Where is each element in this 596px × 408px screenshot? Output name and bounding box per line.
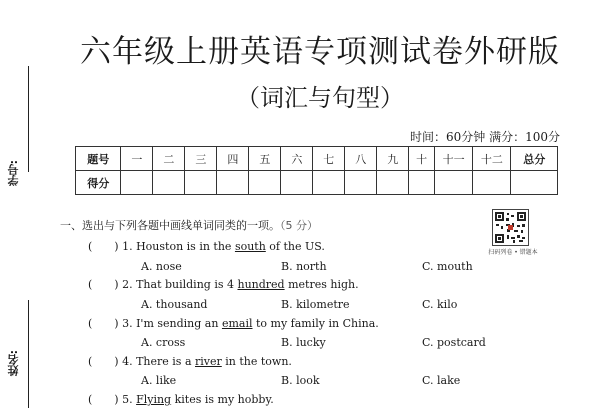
question-text: 3. I'm sending an	[122, 317, 222, 330]
score-col-11: 十一	[435, 147, 473, 171]
option-c: C. lake	[422, 374, 461, 387]
question-text-end: of the US.	[265, 240, 325, 253]
question-5	[88, 393, 274, 406]
underlined-word: hundred	[237, 278, 285, 291]
answer-paren-left: (	[88, 355, 93, 368]
question-text: 1. Houston is in the	[122, 240, 235, 253]
score-col-12: 十二	[473, 147, 511, 171]
question-4	[88, 355, 292, 368]
option-b: B. lucky	[281, 336, 326, 349]
score-cell[interactable]	[121, 171, 153, 195]
qr-code-icon[interactable]	[492, 209, 529, 246]
score-col-7: 七	[313, 147, 345, 171]
question-text: 5.	[122, 393, 137, 406]
answer-paren-left: (	[88, 240, 93, 253]
option-b: B. kilometre	[281, 298, 350, 311]
answer-paren-right: )	[114, 393, 119, 406]
score-col-8: 八	[345, 147, 377, 171]
score-table-header-row	[76, 147, 558, 171]
question-text: 4. There is a	[122, 355, 195, 368]
score-col-4: 四	[217, 147, 249, 171]
score-col-5: 五	[249, 147, 281, 171]
option-c: C. postcard	[422, 336, 486, 349]
score-cell[interactable]	[435, 171, 473, 195]
score-cell[interactable]	[281, 171, 313, 195]
score-cell[interactable]	[153, 171, 185, 195]
score-table-score-row	[76, 171, 558, 195]
score-row-label: 得分	[76, 171, 121, 195]
option-b: B. look	[281, 374, 320, 387]
answer-paren-right: )	[114, 240, 119, 253]
score-cell[interactable]	[313, 171, 345, 195]
answer-paren-left: (	[88, 278, 93, 291]
question-text: 2. That building is 4	[122, 278, 238, 291]
name-label: 姓名:	[7, 350, 20, 377]
score-total-cell[interactable]	[511, 171, 558, 195]
option-a: A. nose	[141, 260, 182, 273]
score-cell[interactable]	[377, 171, 409, 195]
question-text-end: to my family in China.	[252, 317, 379, 330]
section-heading	[60, 217, 318, 233]
score-cell[interactable]	[409, 171, 435, 195]
question-text-end: in the town.	[221, 355, 292, 368]
option-a: A. like	[141, 374, 177, 387]
score-header-label: 题号	[76, 147, 121, 171]
option-c: C. kilo	[422, 298, 458, 311]
section-points: （5 分）	[280, 219, 318, 232]
score-cell[interactable]	[345, 171, 377, 195]
underlined-word: river	[195, 355, 222, 368]
score-cell[interactable]	[185, 171, 217, 195]
score-col-6: 六	[281, 147, 313, 171]
student-number-line	[28, 66, 29, 172]
question-text-end: metres high.	[284, 278, 359, 291]
underlined-word: email	[221, 317, 253, 330]
qr-caption: 扫码列卷 • 错题本	[488, 249, 538, 256]
score-col-3: 三	[185, 147, 217, 171]
score-cell[interactable]	[217, 171, 249, 195]
score-col-9: 九	[377, 147, 409, 171]
option-a: A. cross	[141, 336, 186, 349]
score-col-2: 二	[153, 147, 185, 171]
answer-paren-left: (	[88, 317, 93, 330]
page-subtitle: （词汇与句型）	[236, 84, 404, 112]
answer-paren-left: (	[88, 393, 93, 406]
question-2	[88, 278, 359, 291]
score-cell[interactable]	[249, 171, 281, 195]
score-cell[interactable]	[473, 171, 511, 195]
section-instruction: 一、选出与下列各题中画线单词同类的一项。	[60, 219, 280, 232]
underlined-word: Flying	[136, 393, 172, 406]
underlined-word: south	[234, 240, 266, 253]
answer-paren-right: )	[114, 317, 119, 330]
answer-paren-right: )	[114, 278, 119, 291]
answer-paren-right: )	[114, 355, 119, 368]
question-text-end: kites is my hobby.	[171, 393, 274, 406]
exam-meta: 时间：60分钟 满分：100分	[410, 130, 560, 144]
score-col-1: 一	[121, 147, 153, 171]
question-1	[88, 240, 325, 253]
student-number-label: 学号:	[7, 160, 20, 187]
option-a: A. thousand	[141, 298, 208, 311]
question-3	[88, 317, 379, 330]
option-b: B. north	[281, 260, 327, 273]
score-total-label: 总分	[511, 147, 558, 171]
page-title: 六年级上册英语专项测试卷外研版	[80, 34, 560, 70]
score-table	[75, 146, 558, 195]
name-line	[28, 300, 29, 408]
score-col-10: 十	[409, 147, 435, 171]
option-c: C. mouth	[422, 260, 473, 273]
